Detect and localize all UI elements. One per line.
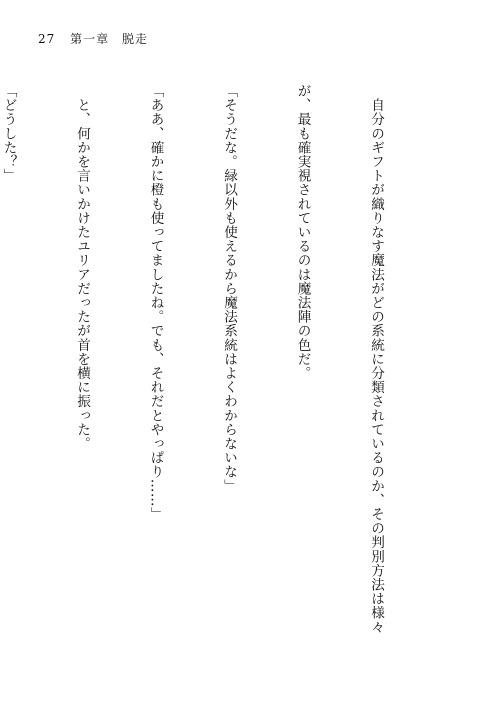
text-line: と、何かを言いかけたユリアだったが首を横に振った。 (74, 84, 90, 451)
text-line: 「そうだな。緑以外も使えるから魔法系統はよくわからないな」 (221, 84, 237, 493)
text-line: 「どうした？」 (0, 84, 17, 183)
page-number: 27 (38, 32, 56, 46)
text-line: 自分のギフトが織りなす魔法がどの系統に分類されているのか、その判別方法は様々 (368, 84, 384, 634)
text-line: が、最も確実視されているのは魔法陣の色だ。 (294, 84, 311, 381)
chapter-title: 第一章 (70, 32, 110, 46)
page-header (38, 30, 148, 47)
section-title: 脱走 (121, 32, 148, 46)
text-line: 「ああ、確かに橙も使ってましたね。でも、それだとやっぱり……」 (147, 84, 164, 522)
body-text (0, 84, 437, 654)
